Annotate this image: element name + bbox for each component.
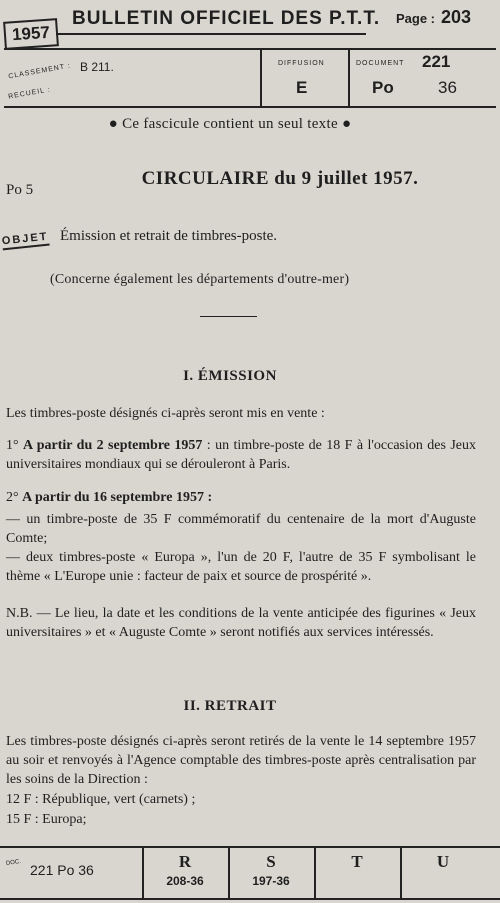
classement-value: B 211. <box>80 60 114 74</box>
emission-item-1 <box>6 436 476 474</box>
classement-label: CLASSEMENT : <box>7 62 72 81</box>
retrait-item-2: 15 F : Europa; <box>6 812 87 827</box>
emission-item-2-line-2: — deux timbres-poste « Europa », l'un de 20 F, l'autre de 35 F symbolisant le thème « L'Europe unie : facteur de paix et source de prospérité ». <box>6 550 476 584</box>
section-emission-title: I. ÉMISSION <box>183 368 277 384</box>
page-number: 203 <box>441 7 472 27</box>
item2-date: A partir du 16 septembre 1957 : <box>22 490 213 505</box>
emission-nb: N.B. — Le lieu, la date et les conditions de la vente anticipée des figurines « Jeux universitaires » et « Auguste Comte » seront notifiés aux services intéressés. <box>6 606 476 640</box>
footer-col-letter: T <box>351 852 363 871</box>
footer-col-letter: R <box>178 852 192 871</box>
objet-text: Émission et retrait de timbres-poste. <box>60 228 278 244</box>
section-retrait-title: II. RETRAIT <box>183 698 277 714</box>
item1-date: A partir du 2 septembre 1957 <box>23 438 203 453</box>
footer-doc-reference: 221 Po 36 <box>30 862 94 878</box>
footer-col-letter: U <box>436 852 450 871</box>
footer-col-u <box>400 852 486 874</box>
footer-reference-table <box>0 846 500 900</box>
meta-divider <box>260 50 262 106</box>
header-rule <box>56 33 366 35</box>
item2-prefix: 2° <box>6 490 23 505</box>
document-label: DOCUMENT <box>356 60 405 67</box>
document-number: 221 <box>422 52 451 71</box>
emission-item-2-line-1: — un timbre-poste de 35 F commémoratif du centenaire de la mort d'Auguste Comte; <box>6 512 476 546</box>
po-reference: Po 5 <box>6 182 34 198</box>
emission-intro: Les timbres-poste désignés ci-après seront mis en vente : <box>6 406 325 421</box>
objet-label: OBJET <box>1 231 49 251</box>
footer-doc-label: DOC. <box>5 858 22 868</box>
circulaire-title: CIRCULAIRE du 9 juillet 1957. <box>141 168 419 189</box>
diffusion-value: E <box>296 78 308 97</box>
item1-text: : un timbre-poste de 18 F à l'occasion des Jeux universitaires mondiaux qui se dérouleront à Paris. <box>6 438 477 472</box>
emission-item-2 <box>6 488 476 507</box>
page-label: Page : <box>396 11 436 26</box>
classification-box <box>4 48 496 108</box>
meta-divider <box>348 50 350 106</box>
footer-col-letter: S <box>266 852 276 871</box>
separator-rule <box>200 316 257 317</box>
document-sub: 36 <box>438 78 457 97</box>
document-series: Po <box>372 78 394 97</box>
bulletin-title: BULLETIN OFFICIEL DES P.T.T. <box>72 8 381 29</box>
retrait-item-1: 12 F : République, vert (carnets) ; <box>6 792 196 807</box>
diffusion-label: DIFFUSION <box>278 60 325 67</box>
footer-col-number: 208-36 <box>166 874 204 888</box>
footer-col-s <box>228 852 314 888</box>
retrait-intro: Les timbres-poste désignés ci-après seront retirés de la vente le 14 septembre 1957 au soir et renvoyés à l'Agence comptable des timbres-poste après centralisation par les soins de la Direction : <box>6 734 476 787</box>
footer-col-number: 197-36 <box>252 874 290 888</box>
recueil-label: RECUEIL : <box>7 86 52 101</box>
header-year-box: 1957 <box>3 18 59 50</box>
item1-prefix: 1° <box>6 438 24 453</box>
footer-col-t <box>314 852 400 874</box>
single-text-notice: ● Ce fascicule contient un seul texte ● <box>108 116 352 132</box>
footer-col-r <box>142 852 228 888</box>
concerne-note: (Concerne également les départements d'outre-mer) <box>50 272 350 287</box>
